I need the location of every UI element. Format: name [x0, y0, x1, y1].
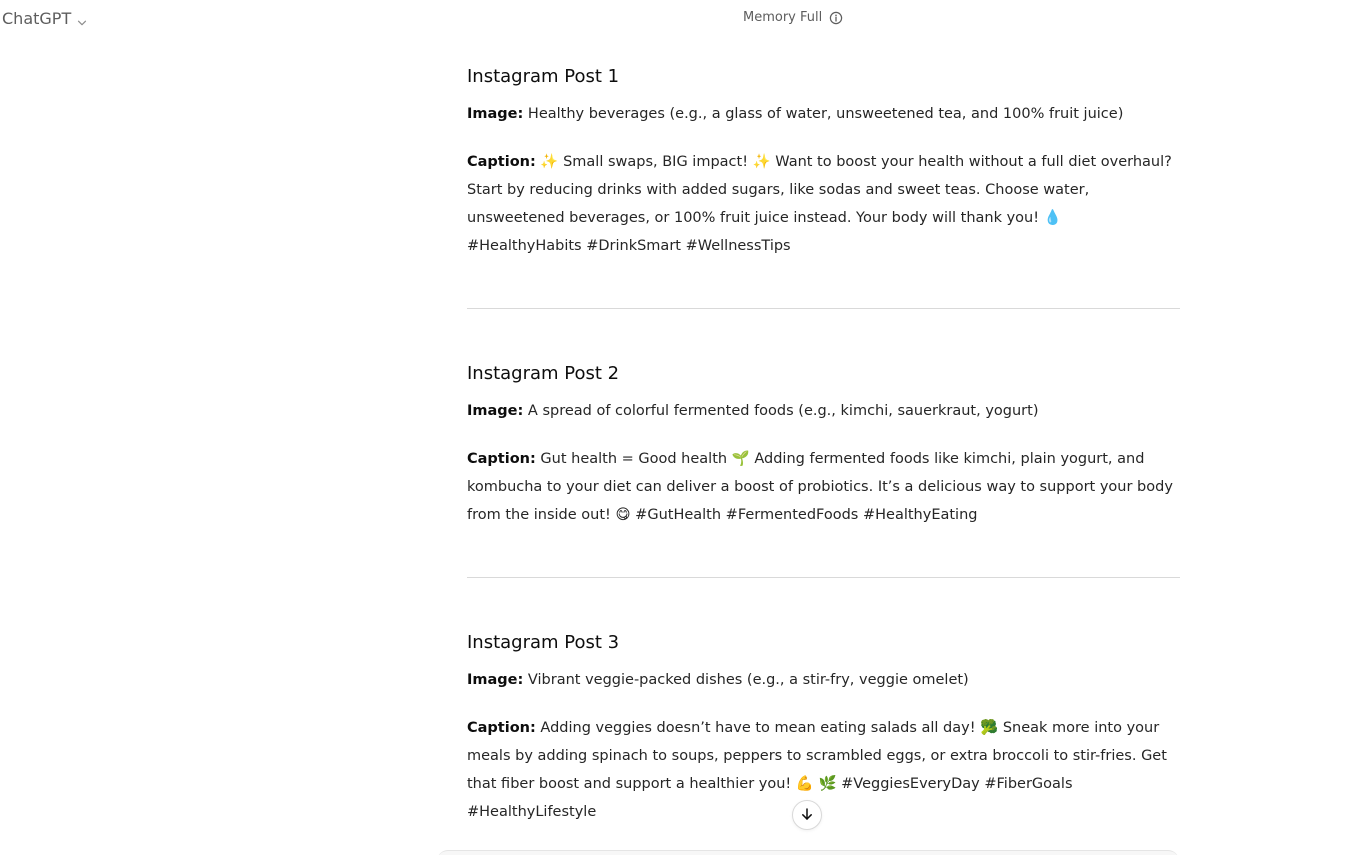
assistant-message [467, 64, 1180, 855]
caption-text: Gut health = Good health 🌱 Adding fermented foods like kimchi, plain yogurt, and kombucha to your diet can deliver a boost of probiotics. It’s a delicious way to support your body from the inside out! 😋 #GutHealth #FermentedFoods #HealthyEating [467, 451, 1173, 523]
model-switcher-button[interactable] [2, 7, 87, 29]
post-title: Instagram Post 2 [467, 363, 620, 384]
arrow-down-icon [800, 806, 814, 825]
post-image-description [467, 397, 1180, 425]
image-text: A spread of colorful fermented foods (e.g., kimchi, sauerkraut, yogurt) [527, 403, 1039, 419]
info-icon[interactable] [829, 10, 843, 24]
model-name: ChatGPT [2, 8, 72, 28]
post-caption [467, 148, 1180, 260]
post-caption [467, 714, 1180, 826]
instagram-post-1 [467, 64, 1180, 309]
caption-label: Caption: [467, 154, 536, 170]
memory-status-label: Memory Full [743, 9, 823, 25]
caption-text: Adding veggies doesn’t have to mean eating salads all day! 🥦 Sneak more into your meals by adding spinach to soups, peppers to scrambled eggs, or extra broccoli to stir-fries. Get that fiber boost and support a healthier you! 💪 🌿 #VeggiesEveryDay #FiberGoals #HealthyLifestyle [467, 720, 1167, 820]
post-title: Instagram Post 1 [467, 66, 620, 87]
divider [467, 577, 1180, 578]
divider [467, 308, 1180, 309]
post-title: Instagram Post 3 [467, 632, 620, 653]
post-image-description [467, 100, 1180, 128]
instagram-post-2 [467, 361, 1180, 578]
scroll-to-bottom-button[interactable] [792, 800, 822, 830]
image-label: Image: [467, 672, 524, 688]
image-label: Image: [467, 403, 524, 419]
instagram-post-3 [467, 630, 1180, 855]
caption-text: ✨ Small swaps, BIG impact! ✨ Want to boost your health without a full diet overhaul? Start by reducing drinks with added sugars, like sodas and sweet teas. Choose water, unsweetened beverages, or 100% fruit juice instead. Your body will thank you! 💧 #HealthyHabits #DrinkSmart #WellnessTips [467, 154, 1172, 254]
message-composer[interactable] [437, 850, 1179, 855]
memory-status [743, 8, 843, 26]
image-text: Healthy beverages (e.g., a glass of water, unsweetened tea, and 100% fruit juice) [527, 106, 1124, 122]
image-label: Image: [467, 106, 524, 122]
post-image-description [467, 666, 1180, 694]
caption-label: Caption: [467, 720, 536, 736]
caption-label: Caption: [467, 451, 536, 467]
post-caption [467, 445, 1180, 529]
image-text: Vibrant veggie-packed dishes (e.g., a stir-fry, veggie omelet) [527, 672, 969, 688]
chevron-down-icon [77, 13, 87, 23]
